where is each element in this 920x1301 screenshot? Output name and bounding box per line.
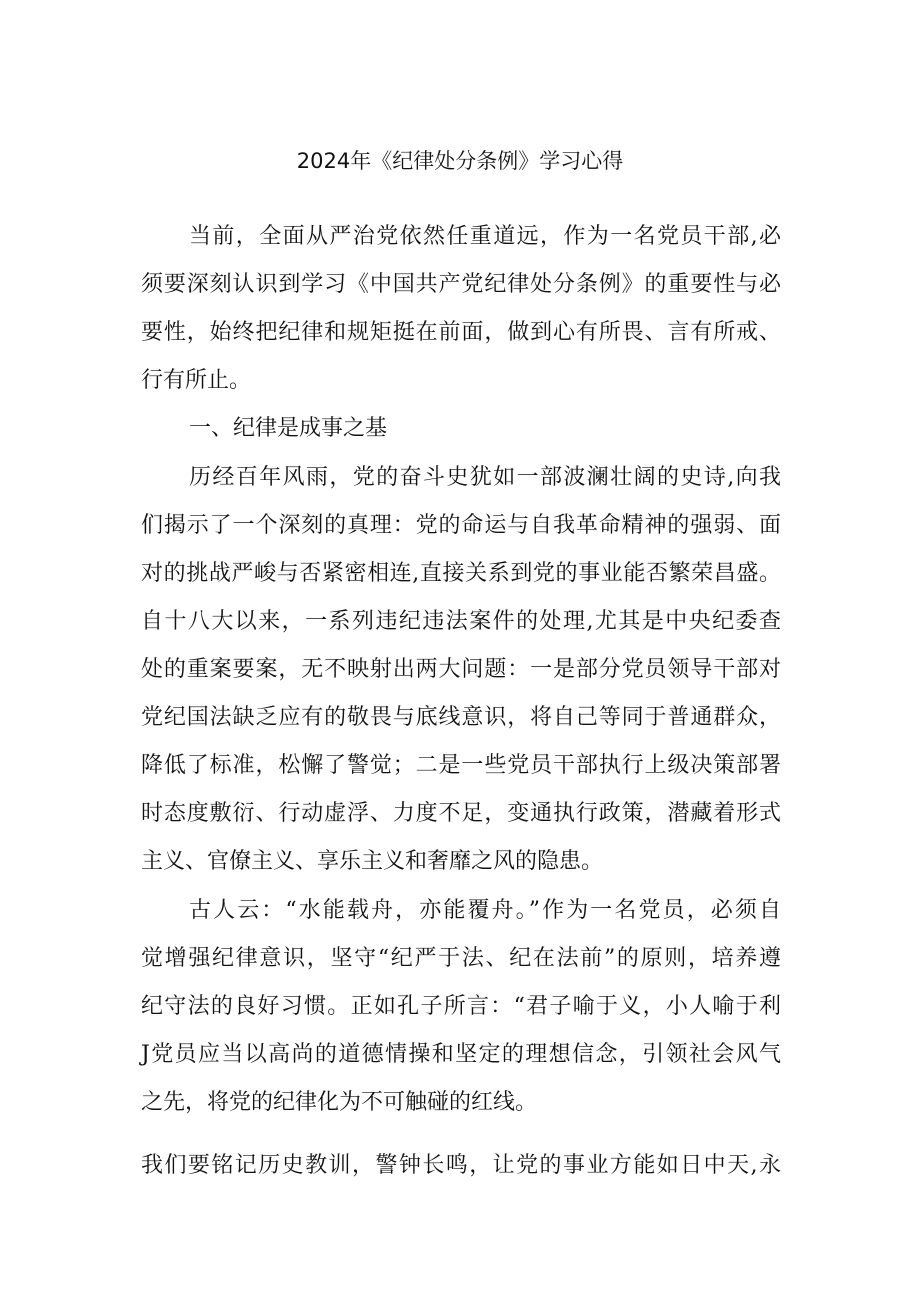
paragraph-line: 我们要铭记历史教训，警钟长鸣，让党的事业方能如日中天,永	[141, 1153, 781, 1178]
document-title: 2024年《纪律处分条例》学习心得	[296, 149, 624, 173]
paragraph-line: 觉增强纪律意识，坚守“纪严于法、纪在法前”的原则，培养遵	[141, 946, 781, 971]
paragraph-line: 历经百年风雨，党的奋斗史犹如一部波澜壮阔的史诗,向我	[189, 465, 781, 490]
paragraph-line: 要性，始终把纪律和规矩挺在前面，做到心有所畏、言有所戒、	[141, 320, 781, 345]
section-heading: 一、纪律是成事之基	[189, 416, 388, 441]
paragraph-line: J党员应当以高尚的道德情操和坚定的理想信念，引领社会风气	[141, 1042, 781, 1067]
paragraph-line: 处的重案要案，无不映射出两大问题：一是部分党员领导干部对	[141, 657, 781, 682]
paragraph-line: 古人云：“水能载舟，亦能覆舟。”作为一名党员，必须自	[189, 898, 781, 923]
paragraph-line: 党纪国法缺乏应有的敬畏与底线意识，将自己等同于普通群众，	[141, 705, 781, 730]
paragraph-line: 行有所止。	[141, 368, 252, 393]
paragraph-line: 主义、官僚主义、享乐主义和奢靡之风的隐患。	[141, 849, 604, 874]
paragraph-line: 纪守法的良好习惯。正如孔子所言：“君子喻于义，小人喻于利	[141, 994, 781, 1019]
paragraph-line: 降低了标准，松懈了警觉；二是一些党员干部执行上级决策部署	[141, 753, 781, 778]
paragraph-line: 时态度敷衍、行动虚浮、力度不足，变通执行政策，潜藏着形式	[141, 801, 781, 826]
paragraph-line: 们揭示了一个深刻的真理：党的命运与自我革命精神的强弱、面	[141, 513, 781, 538]
paragraph-line: 对的挑战严峻与否紧密相连,直接关系到党的事业能否繁荣昌盛。	[141, 561, 781, 586]
paragraph-line: 须要深刻认识到学习《中国共产党纪律处分条例》的重要性与必	[141, 272, 781, 297]
paragraph-line: 当前，全面从严治党依然任重道远，作为一名党员干部,必	[189, 224, 781, 249]
paragraph-line: 之先，将党的纪律化为不可触碰的红线。	[141, 1090, 538, 1115]
paragraph-line: 自十八大以来，一系列违纪违法案件的处理,尤其是中央纪委查	[141, 609, 781, 634]
